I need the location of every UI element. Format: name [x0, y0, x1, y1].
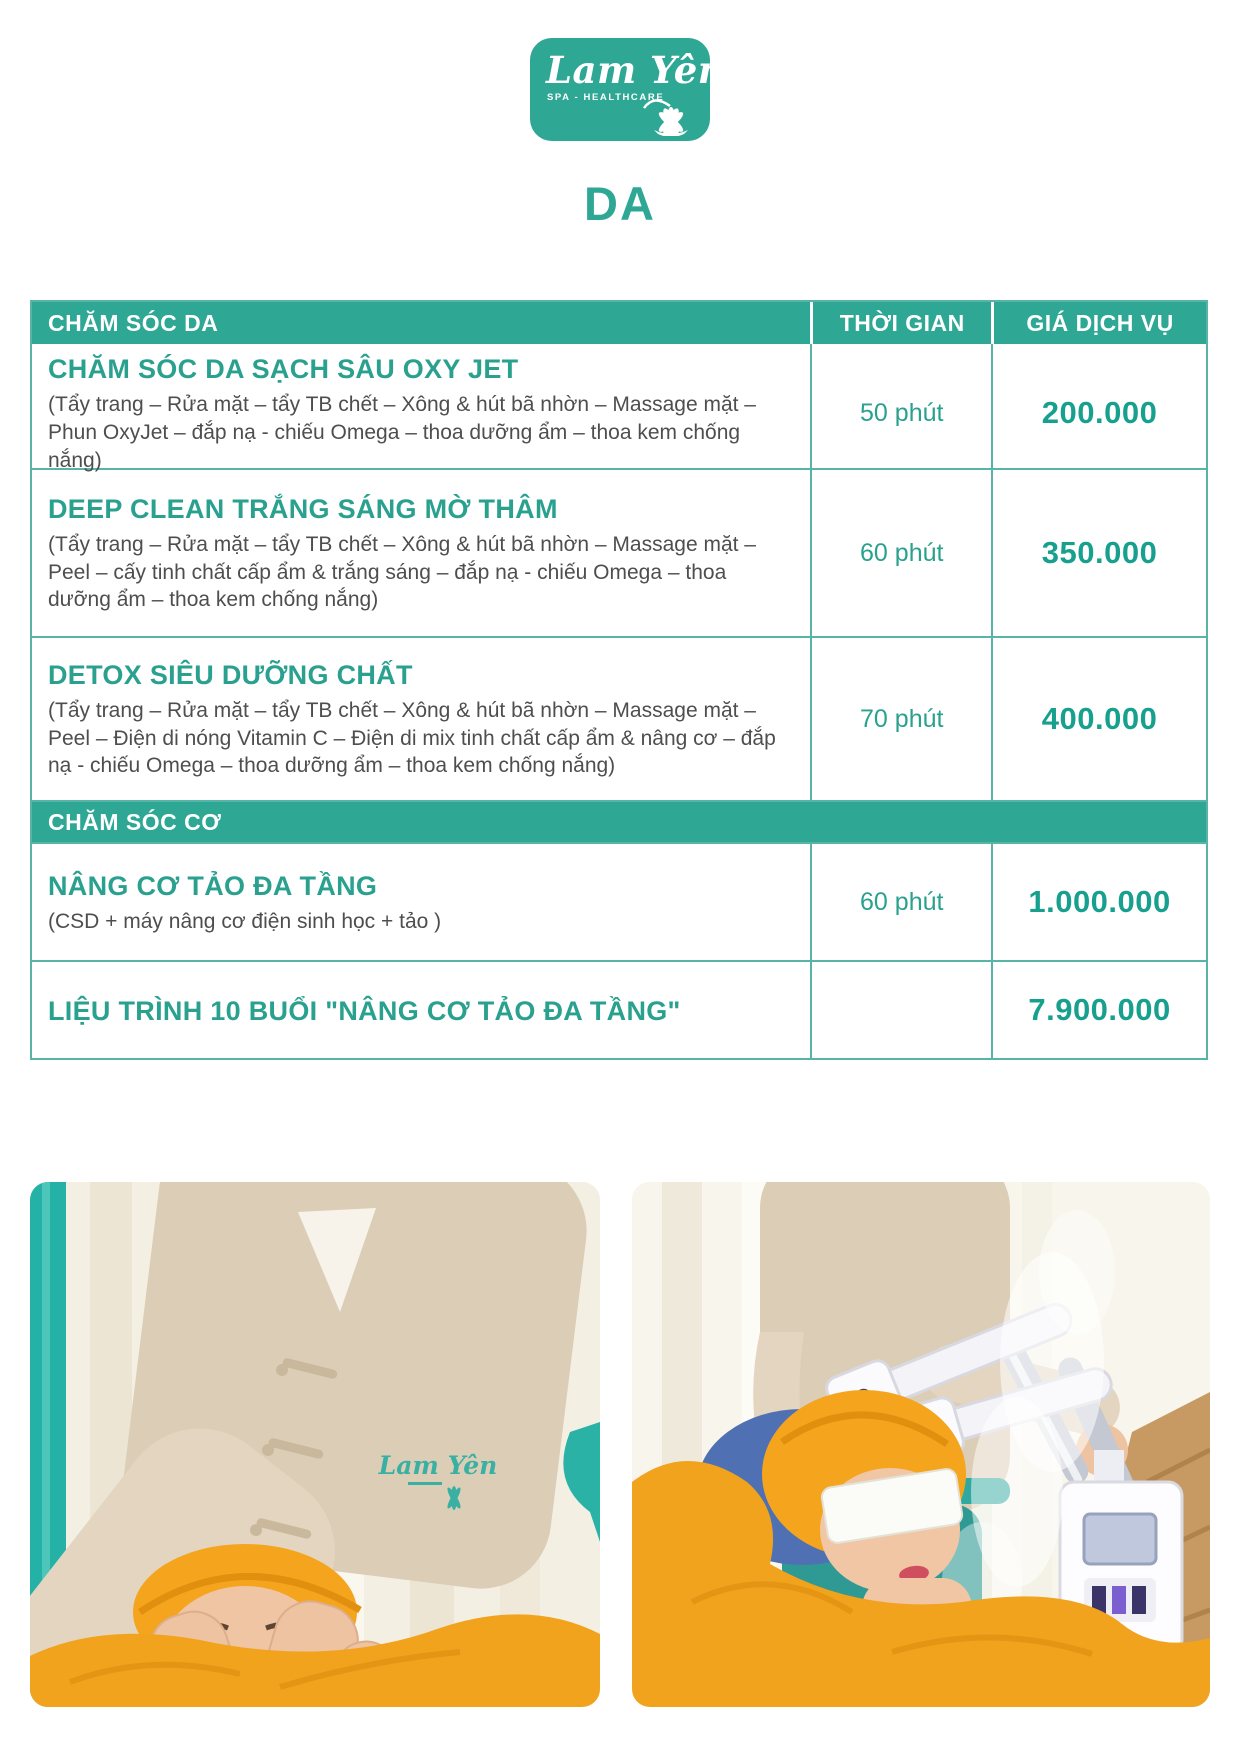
- brand-name: Lam Yên: [546, 48, 726, 92]
- service-cell: [32, 470, 810, 636]
- service-title: NÂNG CƠ TẢO ĐA TẦNG: [48, 870, 378, 901]
- service-title: DEEP CLEAN TRẮNG SÁNG MỜ THÂM: [48, 493, 558, 524]
- table-header-row: [32, 302, 1206, 344]
- table-row: [32, 468, 1206, 636]
- photo-ozone-steamer: [632, 1182, 1210, 1707]
- service-title: LIỆU TRÌNH 10 BUỔI "NÂNG CƠ TẢO ĐA TẦNG": [48, 995, 681, 1026]
- embroidery-text: Lam Yên: [378, 1451, 498, 1480]
- service-time: 70 phút: [810, 638, 991, 800]
- table-row: [32, 842, 1206, 960]
- service-time: 60 phút: [810, 844, 991, 960]
- service-description: (Tẩy trang – Rửa mặt – tẩy TB chết – Xông & hút bã nhờn – Massage mặt – Phun OxyJet – đắp nạ - chiếu Omega – thoa dưỡng ẩm – thoa kem chống nắng): [48, 393, 756, 472]
- service-title: DETOX SIÊU DƯỠNG CHẤT: [48, 659, 413, 690]
- service-cell: [32, 638, 810, 800]
- service-title: CHĂM SÓC DA SẠCH SÂU OXY JET: [48, 354, 519, 384]
- service-cell: [32, 344, 810, 483]
- table-row: [32, 636, 1206, 800]
- service-description: (CSD + máy nâng cơ điện sinh học + tảo ): [48, 909, 442, 933]
- column-header-price: GIÁ DỊCH VỤ: [991, 302, 1206, 344]
- brand-tagline: SPA - HEALTHCARE: [547, 92, 665, 103]
- service-price: 1.000.000: [991, 844, 1206, 960]
- price-table: [30, 300, 1208, 1060]
- facial-massage-scene: [30, 1182, 600, 1707]
- page-title: DA: [584, 177, 656, 230]
- table-row: [32, 960, 1206, 1058]
- service-description: (Tẩy trang – Rửa mặt – tẩy TB chết – Xông & hút bã nhờn – Massage mặt – Peel – cấy tinh chất cấp ẩm & trắng sáng – đắp nạ - chiếu Omega – thoa dưỡng ẩm – thoa kem chống nắng): [48, 532, 756, 612]
- service-price: 200.000: [991, 344, 1206, 483]
- section-header-skin: CHĂM SÓC DA: [48, 309, 219, 336]
- machine-screen: [1084, 1514, 1156, 1564]
- service-cell: [32, 962, 810, 1058]
- service-price: 400.000: [991, 638, 1206, 800]
- column-header-time: THỜI GIAN: [810, 302, 991, 344]
- brand-logo: [530, 38, 726, 141]
- service-time: 50 phút: [810, 344, 991, 483]
- service-price: 7.900.000: [991, 962, 1206, 1058]
- shell-icon: [640, 92, 702, 136]
- service-price: 350.000: [991, 470, 1206, 636]
- service-time: [810, 962, 991, 1058]
- service-cell: [32, 844, 810, 960]
- service-time: 60 phút: [810, 470, 991, 636]
- service-description: (Tẩy trang – Rửa mặt – tẩy TB chết – Xông & hút bã nhờn – Massage mặt – Peel – Điện di nóng Vitamin C – Điện di mix tinh chất cấp ẩm & nâng cơ – đắp nạ - chiếu Omega – thoa dưỡng ẩm – thoa kem chống nắng): [48, 698, 776, 778]
- ozone-steamer-scene: [632, 1182, 1210, 1707]
- photo-facial-massage: [30, 1182, 600, 1707]
- section-header-muscle: CHĂM SÓC CƠ: [32, 800, 1206, 842]
- table-row: [32, 344, 1206, 472]
